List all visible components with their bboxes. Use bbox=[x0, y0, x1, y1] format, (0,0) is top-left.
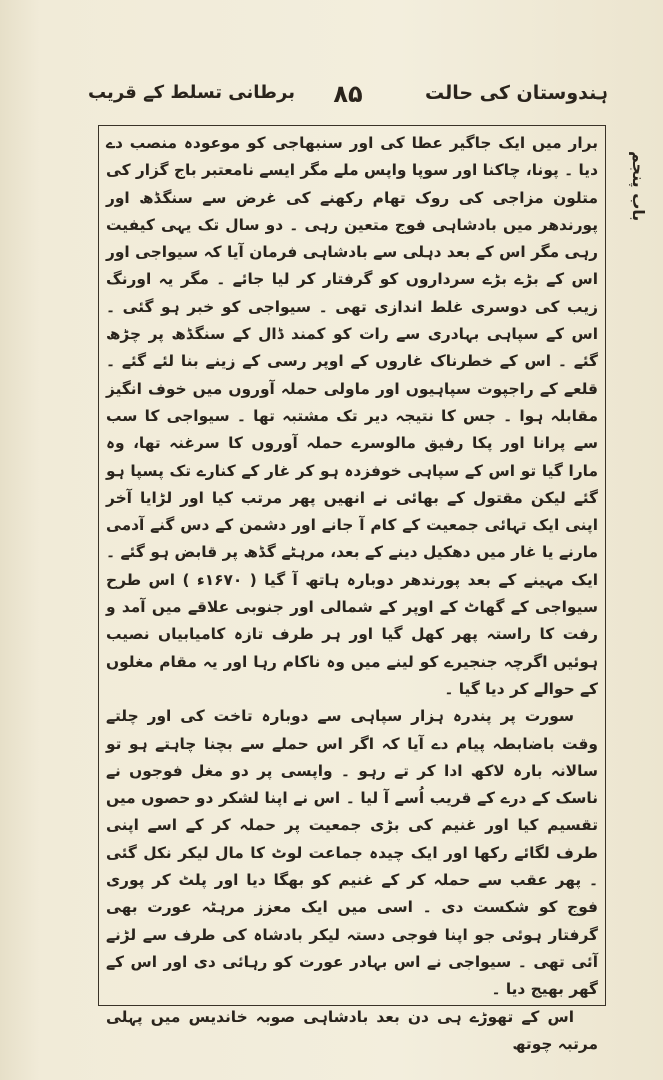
paragraph: برار میں ایک جاگیر عطا کی اور سنبھاجی کو موعودہ منصب دے دیا ۔ پونا، چاکنا اور سوپا واپس ملے مگر ایسے نامعتبر باج گزار کی متلون مزاجی کی روک تھام رکھنے کی غرض سے سنگڈھ اور پورندھر میں بادشاہی فوج متعین رہی ۔ دو سال تک یہی کیفیت رہی مگر اس کے بعد دہلی سے بادشاہی فرمان آیا کہ سیواجی اور اس کے بڑے بڑے سرداروں کو گرفتار کر لیا جائے ۔ مگر یہ اورنگ زیب کی دوسری غلط اندازی تھی ۔ سیواجی کو خبر ہو گئی ۔ اس کے سپاہی بہادری سے رات کو کمند ڈال کے سنگڈھ پر چڑھ گئے ۔ اس کے خطرناک غاروں کے اوپر رسی کے زینے بنا لئے گئے ۔ قلعے کے راجپوت سپاہیوں اور ماولی حملہ آوروں میں خوف انگیز مقابلہ ہوا ۔ جس کا نتیجہ دیر تک مشتبہ تھا ۔ سیواجی کا سب سے پرانا اور پکا رفیق مالوسرے حملہ آوروں کا سرغنہ تھا، وہ مارا گیا تو اس کے سپاہی خوفزدہ ہو کر غار کے کنارے تک پسپا ہو گئے لیکن مقتول کے بھائی نے انھیں پھر مرتب کیا اور لڑایا آخر اپنی ایک تہائی جمعیت کے کام آ جانے اور دشمن کے دس گنے آدمی مارنے یا غار میں دھکیل دینے کے بعد، مرہٹے گڈھ پر قابض ہو گئے ۔ ایک مہینے کے بعد پورندھر دوبارہ ہاتھ آ گیا ( ۱۶۷۰ء ) اس طرح سیواجی کے گھاٹ کے اوپر کے شمالی اور جنوبی علاقے میں آمد و رفت کا راستہ پھر کھل گیا اور ہر طرف تازہ کامیابیاں نصیب ہوئیں اگرچہ جنجیرے کو لینے میں وہ ناکام رہا اور یہ مقام مغلوں کے حوالے کر دیا گیا ۔ bbox=[106, 134, 598, 698]
paragraph: سورت پر پندرہ ہزار سپاہی سے دوبارہ تاخت کی اور چلتے وقت باضابطہ پیام دے آیا کہ اگر اس حملے سے بچنا چاہتے ہو تو سالانہ بارہ لاکھ ادا کر تے رہو ۔ واپسی پر دو مغل فوجوں نے ناسک کے درے کے قریب اُسے آ لیا ۔ اس نے اپنا لشکر دو حصوں میں تقسیم کیا اور غنیم کی بڑی جمعیت پر حملہ کر کے اسے اپنی طرف لگائے رکھا اور ایک چیدہ جماعت لوٹ کا مال لیکر نکل گئی ۔ پھر عقب سے حملہ کر کے غنیم کو بھگا دیا اور پلٹ کر پوری فوج کو شکست دی ۔ اسی میں ایک معزز مرہٹہ عورت بھی گرفتار ہوئی جو اپنا فوجی دستہ لیکر بادشاہ کی طرف سے لڑنے آئی تھی ۔ سیواجی نے اس بہادر عورت کو رہائی دی اور اس کے گھر بھیج دیا ۔ bbox=[106, 707, 598, 999]
page-number: ۸۵ bbox=[333, 80, 363, 108]
running-header-title: ہندوستان کی حالت bbox=[424, 82, 608, 104]
body-text bbox=[106, 130, 598, 1053]
running-header bbox=[88, 82, 608, 116]
chapter-marginal-label: باب پنجم bbox=[629, 150, 648, 222]
paragraph: اس کے تھوڑے ہی دن بعد بادشاہی صوبہ خاندیس میں پہلی مرتبہ چوتھ bbox=[106, 1007, 598, 1053]
running-header-subtitle: برطانی تسلط کے قریب bbox=[88, 82, 295, 103]
